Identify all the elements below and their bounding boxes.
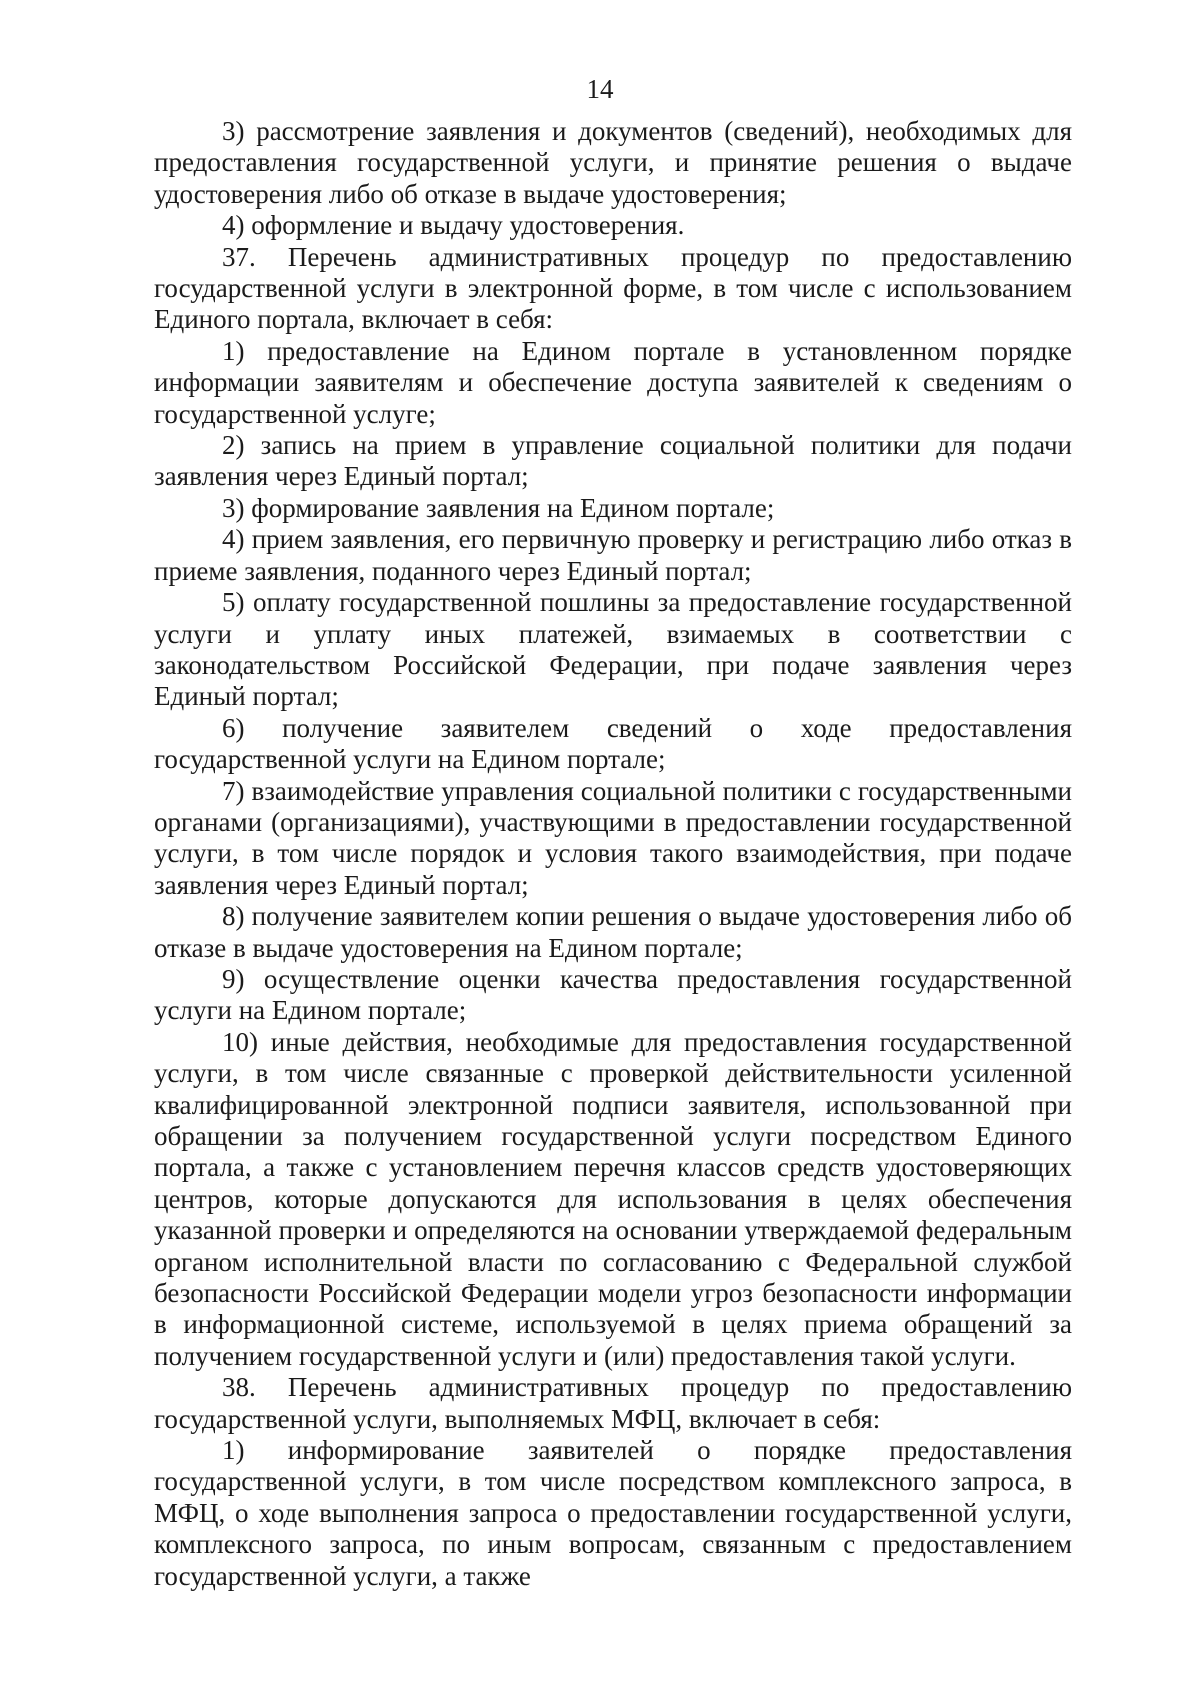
paragraph-37-item-4: 4) прием заявления, его первичную проверку и регистрацию либо отказ в приеме заявления, поданного через Единый портал;	[154, 524, 1072, 586]
paragraph-37-item-5: 5) оплату государственной пошлины за предоставление государственной услуги и уплату иных платежей, взимаемых в соответствии с законодательством Российской Федерации, при подаче заявления через Единый портал;	[154, 587, 1072, 712]
paragraph-37-item-9: 9) осуществление оценки качества предоставления государственной услуги на Едином портале;	[154, 963, 1072, 1026]
paragraph-clause-38: 38. Перечень административных процедур по предоставлению государственной услуги, выполняемых МФЦ, включает в себя:	[154, 1372, 1072, 1434]
document-body	[154, 116, 1072, 1592]
paragraph-item-4-issuance: 4) оформление и выдачу удостоверения.	[222, 210, 685, 241]
paragraph-item-3-consideration: 3) рассмотрение заявления и документов (сведений), необходимых для предоставления государственной услуги, и принятие решения о выдаче удостоверения либо об отказе в выдаче удостоверения;	[154, 116, 1072, 209]
page-number: 14	[586, 74, 614, 104]
paragraph-37-item-3: 3) формирование заявления на Едином портале;	[222, 492, 775, 523]
paragraph-37-item-6: 6) получение заявителем сведений о ходе предоставления государственной услуги на Едином портале;	[154, 712, 1072, 775]
paragraph-clause-37: 37. Перечень административных процедур по предоставлению государственной услуги в электронной форме, в том числе с использованием Единого портала, включает в себя:	[154, 241, 1072, 335]
paragraph-37-item-2: 2) запись на прием в управление социальной политики для подачи заявления через Единый портал;	[154, 430, 1072, 492]
paragraph-37-item-8: 8) получение заявителем копии решения о выдаче удостоверения либо об отказе в выдаче удостоверения на Едином портале;	[154, 901, 1072, 963]
paragraph-37-item-1: 1) предоставление на Едином портале в установленном порядке информации заявителям и обеспечение доступа заявителей к сведениям о государственной услуге;	[154, 335, 1072, 429]
paragraph-37-item-7: 7) взаимодействие управления социальной политики с государственными органами (организациями), участвующими в предоставлении государственной услуги, в том числе порядок и условия такого взаимодействия, при подаче заявления через Единый портал;	[154, 775, 1072, 900]
paragraph-37-item-10: 10) иные действия, необходимые для предоставления государственной услуги, в том числе связанные с проверкой действительности усиленной квалифицированной электронной подписи заявителя, использованной при обращении за получением государственной услуги посредством Единого портала, а также с установлением перечня классов средств удостоверяющих центров, которые допускаются для использования в целях обеспечения указанной проверки и определяются на основании утверждаемой федеральным органом исполнительной власти по согласованию с Федеральной службой безопасности Российской Федерации модели угроз безопасности информации в информационной системе, используемой в целях приема обращений за получением государственной услуги и (или) предоставления такой услуги.	[154, 1026, 1072, 1371]
paragraph-38-item-1: 1) информирование заявителей о порядке предоставления государственной услуги, в том числе посредством комплексного запроса, в МФЦ, о ходе выполнения запроса о предоставлении государственной услуги, комплексного запроса, по иным вопросам, связанным с предоставлением государственной услуги, а также	[154, 1435, 1072, 1591]
